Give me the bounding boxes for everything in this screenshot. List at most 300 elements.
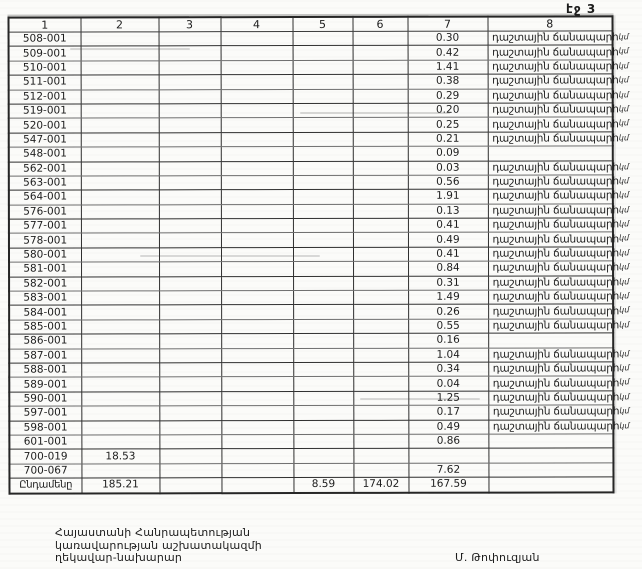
land-use-text: դաշտային ճանապարհ [492,319,620,332]
value-cell-col2 [81,348,159,363]
parcel-code-cell: 576-001 [9,205,81,220]
parcel-code-cell: 588-001 [9,363,81,378]
land-use-cell [488,74,629,89]
land-use-text: դաշտային ճանապարհ [492,348,620,361]
land-use-cell [488,434,613,449]
parcel-code-cell: 512-001 [9,90,81,105]
area-value-cell: 0.42 [408,46,488,61]
value-cell-col6 [353,377,408,392]
land-use-text: դաշտային ճանապարհ [492,376,620,390]
column-header-8: 8 [488,16,613,31]
parcel-code-cell: 584-001 [9,305,81,320]
value-cell-col3 [159,391,221,406]
value-cell-col3 [159,334,221,349]
unit-mark: կմ [618,61,629,71]
total-col7: 167.59 [408,477,488,492]
land-parcel-table [8,15,630,494]
land-parcel-table-wrap [8,15,630,494]
parcel-code-cell: 519-001 [9,104,81,119]
value-cell-col4 [221,319,293,334]
land-use-cell [488,103,629,118]
land-use-cell [488,218,630,233]
parcel-code-cell: 577-001 [9,219,81,234]
land-use-text: դաշտային ճանապարհ [492,261,620,275]
land-use-text: դաշտային ճանապարհ [492,45,619,59]
area-value-cell: 0.56 [408,175,488,190]
table-row [9,117,613,133]
value-cell-col6 [353,420,408,435]
value-cell-col5 [293,161,353,176]
parcel-code-cell: 511-001 [9,75,81,90]
value-cell-col4 [221,276,293,291]
value-cell-col5 [293,247,353,262]
parcel-code-cell: 520-001 [9,118,81,133]
value-cell-col5 [293,218,353,233]
land-use-text: դաշտային ճանապարհ [492,132,619,145]
parcel-code-cell: 583-001 [9,291,81,306]
value-cell-col2 [81,305,159,320]
area-value-cell: 1.04 [408,348,488,363]
parcel-code-cell: 547-001 [9,133,81,148]
land-use-text: դաշտային ճանապարհ [492,233,619,246]
land-use-cell [488,276,630,291]
value-cell-col4 [221,219,293,234]
value-cell-col3 [159,161,221,176]
area-value-cell: 0.49 [408,420,488,435]
value-cell-col4 [221,463,293,478]
value-cell-col3 [159,248,221,263]
table-row [9,88,613,104]
value-cell-col4 [221,103,293,118]
table-row [9,247,613,263]
value-cell-col2 [81,205,159,220]
unit-mark: կմ [618,104,629,114]
land-use-text: դաշտային ճանապարհ [492,290,620,303]
value-cell-col2 [81,61,159,76]
value-cell-col2 [81,406,159,421]
table-row [9,391,613,407]
value-cell-col5 [293,391,353,406]
value-cell-col5 [293,132,353,147]
value-cell-col3 [159,60,221,75]
total-label: Ընդամենը [9,478,81,493]
area-value-cell: 0.09 [408,146,488,161]
value-cell-col2 [81,248,159,263]
unit-mark: կմ [619,348,630,358]
value-cell-col2 [81,161,159,176]
land-use-cell [488,391,630,406]
unit-mark: կմ [619,276,630,286]
official-title-line: ղեկավար-նախարար [55,551,183,564]
value-cell-col2 [81,32,159,47]
value-cell-col4 [221,348,293,363]
area-value-cell: 0.49 [408,233,488,248]
area-value-cell: 0.84 [408,261,488,276]
value-cell-col3 [159,104,221,119]
unit-mark: կմ [619,392,630,402]
value-cell-col6 [353,132,408,147]
parcel-code-cell: 597-001 [9,406,81,421]
table-row [9,434,613,450]
signature-block [55,527,615,565]
value-cell-col6 [353,60,408,75]
unit-mark: կմ [619,363,630,373]
column-header-2: 2 [81,17,159,32]
value-cell-col2 [81,291,159,306]
value-cell-col6 [353,31,408,46]
value-cell-col6 [353,204,408,219]
column-header-6: 6 [353,17,408,32]
value-cell-col2 [81,133,159,148]
unit-mark: կմ [619,305,630,315]
value-cell-col5 [293,449,353,464]
land-use-text: դաշտային ճանապարհ [492,31,619,44]
value-cell-col5 [293,348,353,363]
table-row [9,290,613,306]
area-value-cell: 0.13 [408,204,488,219]
value-cell-col5 [293,319,353,334]
table-row [9,204,613,220]
table-row [9,333,613,349]
value-cell-col2 [81,334,159,349]
value-cell-col2 [81,118,159,133]
area-value-cell: 0.31 [408,276,488,291]
value-cell-col4 [221,406,293,421]
value-cell-col6 [353,103,408,118]
total-col5: 8.59 [293,478,353,493]
land-use-cell [488,117,629,132]
parcel-code-cell: 700-067 [9,464,81,479]
value-cell-col3 [159,219,221,234]
value-cell-col6 [353,190,408,205]
value-cell-col6 [353,218,408,233]
value-cell-col6 [353,463,408,478]
unit-mark: կմ [618,133,629,143]
area-value-cell: 0.16 [408,333,488,348]
table-row [9,146,613,162]
value-cell-col2 [81,435,159,450]
unit-mark: կմ [619,291,630,301]
value-cell-col5 [293,406,353,421]
value-cell-col5 [293,190,353,205]
land-use-text: դաշտային ճանապարհ [492,117,619,131]
value-cell-col5 [293,75,353,90]
unit-mark: կմ [618,190,630,200]
value-cell-col3 [159,305,221,320]
land-use-cell [488,31,629,46]
value-cell-col3 [159,262,221,277]
area-value-cell: 0.34 [408,362,488,377]
table-row [9,463,613,479]
land-use-text: դաշտային ճանապարհ [492,60,619,73]
parcel-code-cell: 578-001 [9,233,81,248]
area-value-cell: 0.38 [408,74,488,89]
table-row [9,160,613,176]
value-cell-col4 [221,247,293,262]
page-number-label: էջ 3 [566,2,597,16]
parcel-code-cell: 587-001 [9,349,81,364]
land-use-text: դաշտային ճանապարհ [492,218,619,231]
table-row [9,31,613,47]
value-cell-col6 [353,89,408,104]
value-cell-col3 [159,420,221,435]
value-cell-col4 [221,89,293,104]
value-cell-col2 [81,190,159,205]
value-cell-col4 [221,32,293,47]
value-cell-col4 [221,132,293,147]
value-cell-col4 [221,204,293,219]
land-use-cell [488,45,629,60]
value-cell-col2 [81,377,159,392]
value-cell-col2 [81,104,159,119]
value-cell-col3 [159,320,221,335]
value-cell-col3 [159,291,221,306]
unit-mark: կմ [618,118,629,128]
value-cell-col2 [81,147,159,162]
value-cell-col5 [293,31,353,46]
parcel-code-cell: 580-001 [9,248,81,263]
value-cell-col5 [293,377,353,392]
value-cell-col6 [353,233,408,248]
value-cell-col5 [293,276,353,291]
land-use-cell [488,60,629,75]
parcel-code-cell: 581-001 [9,262,81,277]
area-value-cell: 0.04 [408,377,488,392]
value-cell-col3 [159,132,221,147]
value-cell-col4 [221,334,293,349]
area-value-cell: 0.26 [408,305,488,320]
area-value-cell: 0.17 [408,405,488,420]
land-use-text: դաշտային ճանապարհ [492,420,620,433]
parcel-code-cell: 582-001 [9,277,81,292]
value-cell-col4 [221,449,293,464]
parcel-code-cell: 548-001 [9,147,81,162]
land-use-cell [488,204,630,219]
table-row [9,232,613,248]
value-cell-col4 [221,305,293,320]
value-cell-col2 [81,420,159,435]
value-cell-col2 [81,219,159,234]
land-use-cell [488,261,630,276]
total-col4 [221,478,293,493]
value-cell-col6 [353,247,408,262]
land-use-text: դաշտային ճանապարհ [492,405,620,418]
value-cell-col4 [221,175,293,190]
table-row [9,376,613,392]
area-value-cell: 0.03 [408,161,488,176]
value-cell-col4 [221,75,293,90]
unit-mark: կմ [618,46,629,56]
unit-mark: կմ [619,420,630,430]
value-cell-col2 [81,46,159,61]
parcel-code-cell: 601-001 [9,435,81,450]
value-cell-col3 [159,32,221,47]
value-cell-col5 [293,463,353,478]
column-header-5: 5 [293,17,353,32]
value-cell-col3 [159,89,221,104]
value-cell-col5 [293,420,353,435]
land-use-cell [488,362,630,377]
value-cell-col6 [353,276,408,291]
unit-mark: կմ [618,89,629,99]
value-cell-col4 [221,391,293,406]
table-row [9,261,613,277]
official-title-line: Հայաստանի Հանրապետության [55,526,251,539]
table-row [9,362,613,378]
total-col3 [159,478,221,493]
value-cell-col2: 18.53 [81,449,159,464]
land-use-cell [488,333,613,348]
value-cell-col6 [353,434,408,449]
parcel-code-cell: 586-001 [9,334,81,349]
land-use-cell [488,376,630,391]
parcel-code-cell: 589-001 [9,377,81,392]
unit-mark: կմ [618,219,630,229]
parcel-code-cell: 700-019 [9,449,81,464]
land-use-text: դաշտային ճանապարհ [492,391,620,404]
land-use-text: դաշտային ճանապարհ [492,362,620,375]
unit-mark: կմ [619,406,630,416]
table-body [9,31,630,478]
value-cell-col3 [159,176,221,191]
value-cell-col5 [293,334,353,349]
value-cell-col6 [353,146,408,161]
land-use-cell [488,290,630,305]
land-use-text: դաշտային ճանապարհ [492,204,619,217]
land-use-cell [488,405,630,420]
table-row [9,276,613,292]
value-cell-col2 [81,176,159,191]
value-cell-col3 [159,377,221,392]
table-row [9,103,613,119]
land-use-text: դաշտային ճանապարհ [492,247,619,260]
table-row [9,448,613,464]
area-value-cell: 0.21 [408,132,488,147]
value-cell-col6 [353,161,408,176]
value-cell-col6 [353,118,408,133]
total-col8 [488,477,613,492]
parcel-code-cell: 585-001 [9,320,81,335]
total-col6: 174.02 [353,477,408,492]
value-cell-col3 [159,46,221,61]
area-value-cell: 1.41 [408,60,488,75]
value-cell-col5 [293,204,353,219]
table-row [9,45,613,61]
unit-mark: կմ [618,161,629,171]
value-cell-col6 [353,290,408,305]
value-cell-col6 [353,449,408,464]
value-cell-col6 [353,305,408,320]
value-cell-col6 [353,46,408,61]
value-cell-col3 [159,463,221,478]
parcel-code-cell: 563-001 [9,176,81,191]
value-cell-col2 [81,75,159,90]
table-row [9,319,613,335]
value-cell-col6 [353,348,408,363]
unit-mark: կմ [619,262,630,272]
value-cell-col5 [293,362,353,377]
area-value-cell: 0.55 [408,319,488,334]
value-cell-col2 [81,464,159,479]
value-cell-col5 [293,290,353,305]
parcel-code-cell: 508-001 [9,32,81,47]
value-cell-col5 [293,147,353,162]
unit-mark: կմ [618,205,630,215]
land-use-cell [488,419,630,434]
land-use-cell [488,319,630,334]
value-cell-col2 [81,392,159,407]
value-cell-col5 [293,118,353,133]
value-cell-col4 [221,377,293,392]
value-cell-col2 [81,320,159,335]
value-cell-col3 [159,348,221,363]
land-use-cell [488,160,629,175]
value-cell-col6 [353,333,408,348]
value-cell-col5 [293,103,353,118]
land-use-text: դաշտային ճանապարհ [492,89,619,102]
value-cell-col4 [221,147,293,162]
value-cell-col6 [353,74,408,89]
value-cell-col5 [293,175,353,190]
land-use-cell [488,132,629,147]
area-value-cell: 0.25 [408,117,488,132]
table-row [9,218,613,234]
parcel-code-cell: 562-001 [9,161,81,176]
value-cell-col5 [293,305,353,320]
value-cell-col3 [159,435,221,450]
total-col2: 185.21 [81,478,159,493]
value-cell-col2 [81,262,159,277]
table-row [9,304,613,320]
value-cell-col5 [293,89,353,104]
table-row [9,189,613,205]
value-cell-col4 [221,434,293,449]
area-value-cell: 0.86 [408,434,488,449]
value-cell-col4 [221,60,293,75]
parcel-code-cell: 509-001 [9,46,81,61]
total-row [9,477,613,493]
header-row [9,16,613,32]
area-value-cell: 1.25 [408,391,488,406]
value-cell-col4 [221,291,293,306]
land-use-cell [488,146,613,161]
table-header [9,16,613,32]
value-cell-col4 [221,118,293,133]
column-header-1: 1 [9,17,81,32]
table-footer [9,477,613,493]
official-title-line: կառավարության աշխատակազմի [55,538,262,552]
value-cell-col4 [221,161,293,176]
column-header-4: 4 [221,17,293,32]
table-row [9,347,613,363]
value-cell-col5 [293,60,353,75]
value-cell-col3 [159,233,221,248]
area-value-cell: 1.49 [408,290,488,305]
land-use-cell [488,304,630,319]
land-use-text: դաշտային ճանապարհ [492,103,619,116]
land-use-cell [488,448,613,463]
value-cell-col3 [159,363,221,378]
table-row [9,405,613,421]
land-use-text: դաշտային ճանապարհ [492,189,619,203]
land-use-cell [488,232,630,247]
value-cell-col3 [159,190,221,205]
table-row [9,132,613,148]
value-cell-col6 [353,319,408,334]
value-cell-col4 [221,363,293,378]
value-cell-col3 [159,449,221,464]
signatory-name: Մ. Թոփուզյան [455,551,540,564]
